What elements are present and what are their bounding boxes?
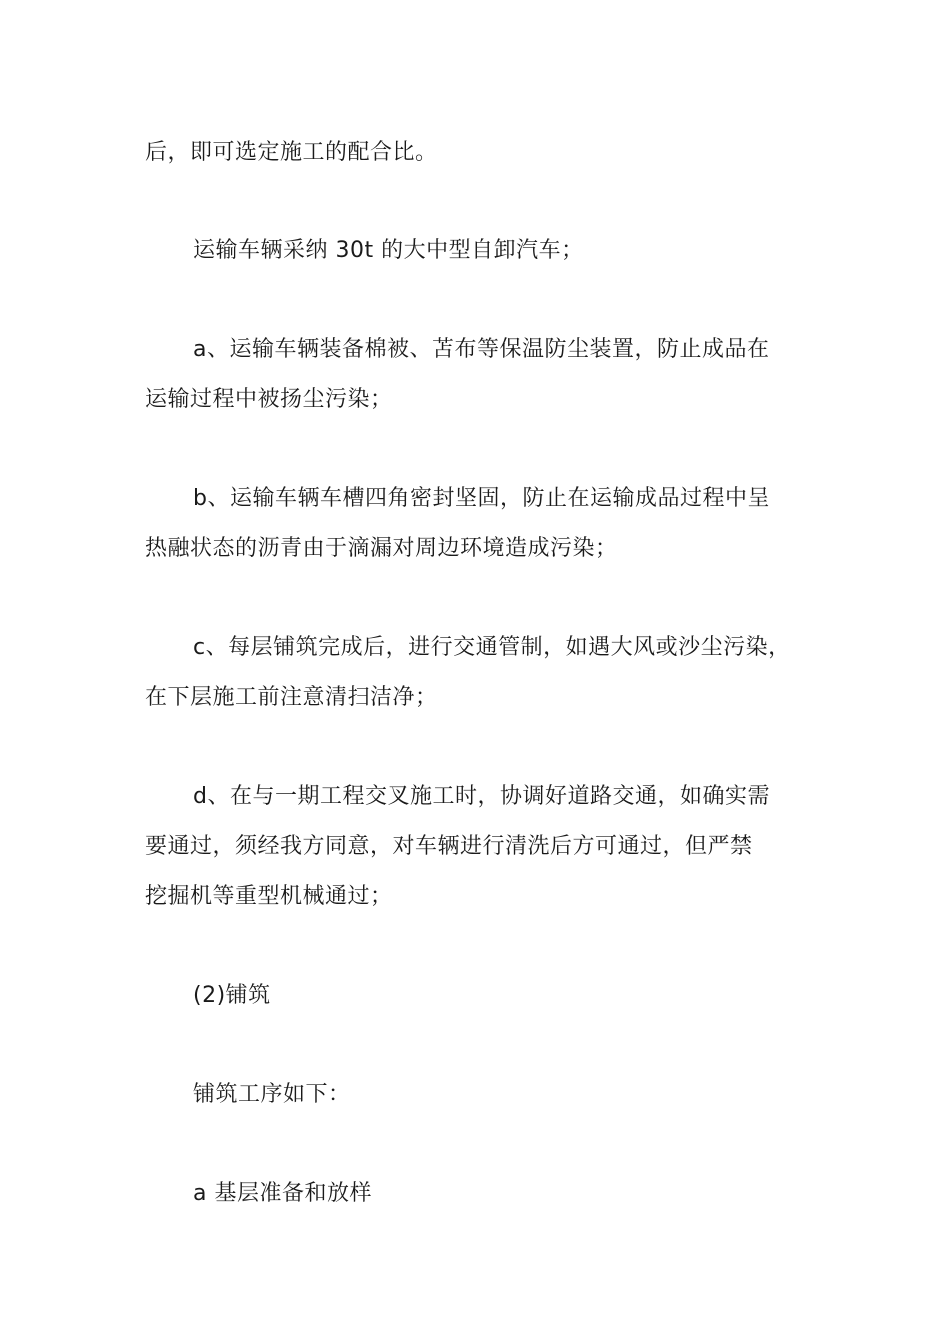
paragraph-mix-ratio <box>145 128 825 178</box>
text-line: d、在与一期工程交叉施工时，协调好道路交通，如确实需 <box>193 784 770 809</box>
paragraph-item-d <box>145 772 825 922</box>
section-heading-paving <box>145 971 825 1021</box>
text-line: 要通过，须经我方同意，对车辆进行清洗后方可通过，但严禁 <box>145 834 753 859</box>
text-line: 在下层施工前注意清扫洁净； <box>145 685 438 710</box>
paragraph-item-a <box>145 325 825 425</box>
text-line: b、运输车辆车槽四角密封坚固，防止在运输成品过程中呈 <box>193 486 770 511</box>
text-line: 挖掘机等重型机械通过； <box>145 884 393 909</box>
text-line: c、每层铺筑完成后，进行交通管制，如遇大风或沙尘污染， <box>193 635 791 660</box>
paragraph-step-a <box>145 1169 825 1219</box>
text-line: a、运输车辆装备棉被、苫布等保温防尘装置，防止成品在 <box>193 337 770 362</box>
text-line: 热融状态的沥青由于滴漏对周边环境造成污染； <box>145 536 618 561</box>
paragraph-paving-steps <box>145 1070 825 1120</box>
text-line: a 基层准备和放样 <box>193 1181 372 1206</box>
text-line: 运输车辆采纳 30t 的大中型自卸汽车； <box>193 238 584 263</box>
text-line: 铺筑工序如下： <box>193 1082 351 1107</box>
paragraph-transport-vehicles <box>145 226 825 276</box>
text-line: 后，即可选定施工的配合比。 <box>145 140 438 165</box>
text-line: (2)铺筑 <box>193 983 271 1008</box>
paragraph-item-c <box>145 623 825 723</box>
text-line: 运输过程中被扬尘污染； <box>145 387 393 412</box>
paragraph-item-b <box>145 474 825 574</box>
